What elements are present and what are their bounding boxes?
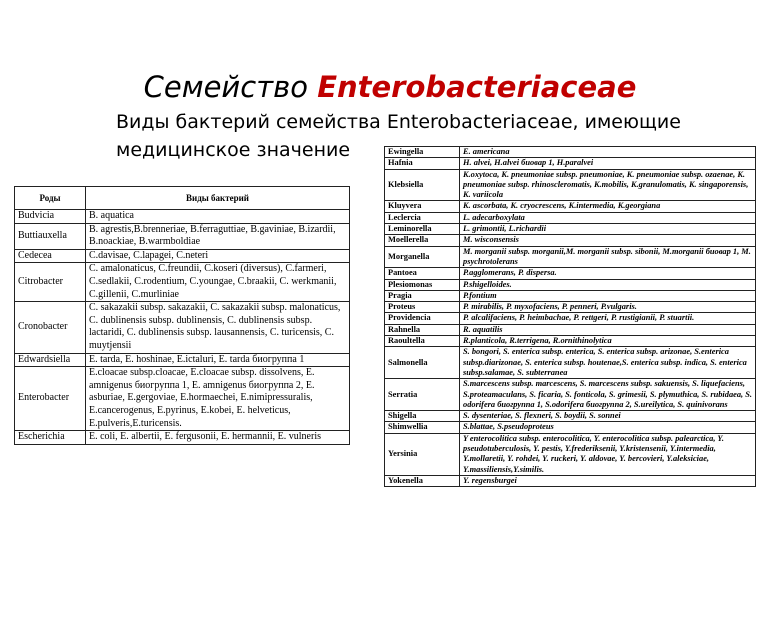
species-cell: E.cloacae subsp.cloacae, E.cloacae subsp. dissolvens, E. amnigenus биогруппа 1, E. amnigenus биогруппа 2, E. asburiae, E.gergoviae, E.hormaechei, E.nimipressuralis, E.cancerogenus, E.pyrinus, E.kobei, E. helveticus, E.pulveris,E.turicensis. [86,367,350,431]
genus-cell: Leclercia [385,212,460,223]
genus-cell: Edwardsiella [15,353,86,367]
genus-cell: Yersinia [385,433,460,475]
table-row [385,246,756,268]
genus-cell: Kluyvera [385,201,460,212]
table-row [385,313,756,324]
table-row [15,263,350,302]
species-cell: C. sakazakii subsp. sakazakii, C. sakazakii subsp. malonaticus, C. dublinensis subsp. dublinensis, C. dublinensis subsp. lactaridi, C. dublinensis subsp. lausannensis, C. turicensis, C. muytjensii [86,302,350,353]
species-cell: Y enterocolitica subsp. enterocolitica, Y. enterocolitica subsp. palearctica, Y. pseudotuberculosis, Y. pestis, Y.frederiksenii, Y.kristensenii, Y.intermedia, Y.mollaretii, Y. rohdei, Y. ruckeri, Y. aldovae, Y. bercovieri, Y.aleksiciae, Y.massiliensis,Y.similis. [460,433,756,475]
table-row [15,431,350,445]
genus-cell: Salmonella [385,347,460,379]
genus-cell: Morganella [385,246,460,268]
species-cell: K. ascorbata, K. cryocrescens, K.intermedia, K.georgiana [460,201,756,212]
species-cell: P. alcalifaciens, P. heimbachae, P. rettgeri, P. rustigianii, P. stuartii. [460,313,756,324]
species-cell: S. dysenteriae, S. flexneri, S. boydii, S. sonnei [460,411,756,422]
species-cell: E. americana [460,147,756,158]
genus-cell: Pantoea [385,268,460,279]
table-row [15,210,350,224]
species-cell: B. agrestis,B.brenneriae, B.ferraguttiae, B.gaviniae, B.izardii, B.noackiae, B.warmboldiae [86,223,350,249]
genus-cell: Serratia [385,379,460,411]
species-cell: Y. regensburgei [460,475,756,486]
species-cell: M. wisconsensis [460,235,756,246]
genus-cell: Escherichia [15,431,86,445]
slide-subtitle: Виды бактерий семейства Enterobacteriaceae, имеющие медицинское значение [116,111,681,161]
table-row [385,201,756,212]
table-row [385,411,756,422]
genus-cell: Leminorella [385,224,460,235]
species-cell: P.fontium [460,290,756,301]
table-row [15,353,350,367]
table-row [15,302,350,353]
species-cell: E. tarda, E. hoshinae, E.ictaluri, E. tarda биогруппа 1 [86,353,350,367]
species-cell: C.davisae, C.lapagei, C.neteri [86,249,350,263]
table-row [385,475,756,486]
species-cell: R. aquatilis [460,324,756,335]
genus-cell: Plesiomonas [385,279,460,290]
species-cell: S.blattae, S.pseudoproteus [460,422,756,433]
genus-cell: Buttiauxella [15,223,86,249]
genus-cell: Shigella [385,411,460,422]
table-row [385,347,756,379]
genus-cell: Ewingella [385,147,460,158]
genus-cell: Cronobacter [15,302,86,353]
species-cell: L. grimontii, L.richardii [460,224,756,235]
left-species-table [14,186,350,445]
genus-cell: Shimwellia [385,422,460,433]
genus-cell: Providencia [385,313,460,324]
genus-cell: Hafnia [385,158,460,169]
genus-cell: Yokenella [385,475,460,486]
species-cell: M. morganii subsp. morganii,M. morganii subsp. sibonii, M.morganii биовар 1, M. psychrotolerans [460,246,756,268]
species-cell: S. bongori, S. enterica subsp. enterica, S. enterica subsp. arizonae, S.enterica subsp.diarizonae, S. enterica subsp. houtenae,S. enterica subsp. indica, S. enterica subsp.salamae, S. subterranea [460,347,756,379]
header-species: Виды бактерий [86,187,350,210]
table-row [15,249,350,263]
table-row [385,379,756,411]
genus-cell: Cedecea [15,249,86,263]
table-row [15,367,350,431]
table-row [385,422,756,433]
genus-cell: Citrobacter [15,263,86,302]
genus-cell: Enterobacter [15,367,86,431]
table-row [385,169,756,201]
species-cell: C. amalonaticus, C.freundii, C.koseri (diversus), C.farmeri, C.sedlakii, C.rodentium, C.youngae, C.braakii, C. werkmanii, C.gillenii, C.murliniae [86,263,350,302]
table-row [385,336,756,347]
table-row [385,158,756,169]
genus-cell: Raoultella [385,336,460,347]
species-cell: E. coli, E. albertii, E. fergusonii, E. hermannii, E. vulneris [86,431,350,445]
species-cell: P.shigelloides. [460,279,756,290]
species-cell: L. adecarboxylata [460,212,756,223]
slide-title [0,70,780,104]
species-cell: H. alvei, H.alvei биовар 1, H.paralvei [460,158,756,169]
genus-cell: Moellerella [385,235,460,246]
table-row [385,433,756,475]
table-row [385,235,756,246]
table-row [385,324,756,335]
table-row [385,290,756,301]
table-row [385,302,756,313]
table-row [385,212,756,223]
species-cell: S.marcescens subsp. marcescens, S. marcescens subsp. sakuensis, S. liquefaciens, S.proteamaculans, S. ficaria, S. fonticola, S. grimesii, S. plymuthica, S. rubidaea, S. odorifera биогруппа 1, S.odorifera биогруппа 2, S.ureilytica, S. quinivorans [460,379,756,411]
genus-cell: Pragia [385,290,460,301]
table-row [385,147,756,158]
species-cell: P.agglomerans, P. dispersa. [460,268,756,279]
genus-cell: Budvicia [15,210,86,224]
table-row [385,279,756,290]
species-cell: P. mirabilis, P. myxofaciens, P. penneri, P.vulgaris. [460,302,756,313]
species-cell: R.planticola, R.terrigena, R.ornithinolytica [460,336,756,347]
species-cell: K.oxytoca, K. pneumoniae subsp. pneumoniae, K. pneumoniae subsp. ozaenae, K. pneumoniae subsp. rhinoscleromatis, K.mobilis, K.granulomatis, K. singaporensis, K. variicola [460,169,756,201]
table-row [15,223,350,249]
header-genera: Роды [15,187,86,210]
table-row [385,268,756,279]
title-prefix: Семейство [143,70,308,104]
table-row [385,224,756,235]
genus-cell: Klebsiella [385,169,460,201]
genus-cell: Rahnella [385,324,460,335]
species-cell: B. aquatica [86,210,350,224]
right-species-table [384,146,756,487]
genus-cell: Proteus [385,302,460,313]
title-accent: Enterobacteriaceae [317,70,637,104]
